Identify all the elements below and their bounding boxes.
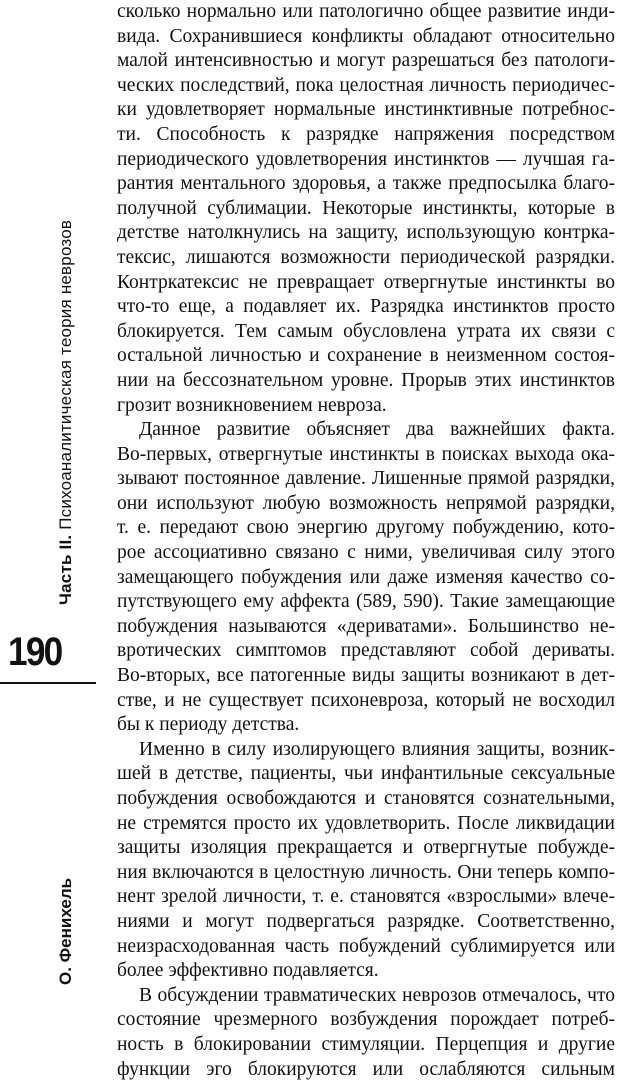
page-margin [0, 0, 110, 998]
page-number-rule [0, 682, 96, 684]
text-line: более эффективно подавляется. [117, 960, 379, 982]
text-line: детстве натолкнулись на защиту, использующую контрка- [117, 222, 615, 244]
text-line: Во-вторых, все патогенные виды защиты возникают в дет- [117, 665, 615, 687]
text-line: нии на бессознательном уровне. Прорыв этих инстинктов [117, 369, 615, 391]
page-number: 190 [8, 630, 62, 674]
text-line: ческих последствий, пока целостная личность периодичес- [117, 74, 615, 96]
text-line: побуждения называются «дериватами». Большинство не- [117, 615, 615, 637]
text-line: что-то еще, а подавляет их. Разрядка инстинктов просто [117, 296, 615, 318]
text-line: стве, и не существует психоневроза, который не восходил [117, 689, 615, 711]
author-name: О. Фенихель [56, 877, 75, 985]
text-line: периодического удовлетворения инстинктов — лучшая га- [117, 148, 615, 170]
text-line: функции эго блокируются или ослабляются сильным [117, 1058, 615, 1080]
text-line: малой интенсивностью и могут разрешаться без патологи- [117, 50, 615, 72]
text-line: ниями и могут подвергаться разрядке. Соответственно, [117, 910, 615, 932]
text-line: не стремятся просто их удовлетворить. После ликвидации [117, 812, 615, 834]
text-line: вида. Сохранившиеся конфликты обладают относительно [117, 25, 615, 47]
text-line: сколько нормально или патологично общее развитие инди- [117, 1, 615, 22]
text-line: они используют любую возможность непрямой разрядки, [117, 492, 615, 514]
text-line: побуждения освобождаются и становятся сознательными, [117, 788, 615, 809]
body-text [117, 0, 615, 1082]
text-line: ти. Способность к разрядке напряжения посредством [117, 123, 615, 145]
text-line: грозит возникновением невроза. [117, 394, 387, 416]
running-head-title: Психоаналитическая теория неврозов [56, 219, 75, 535]
text-line: получной сублимации. Некоторые инстинкты, которые в [117, 197, 615, 219]
text-line: ния включаются в целостную личность. Они теперь компо- [117, 861, 615, 883]
text-line: остальной личностью и сохранение в неизменном состоя- [117, 345, 615, 367]
text-line: тексис, лишаются возможности периодической разрядки. [117, 246, 615, 268]
text-line: Данное развитие объясняет два важнейших факта. [139, 419, 615, 441]
text-line: зывают постоянное давление. Лишенные прямой разрядки, [117, 468, 615, 490]
text-line: Именно в силу изолирующего влияния защиты, возник- [139, 738, 615, 760]
text-line: рантия ментального здоровья, а также предпосылка благо- [117, 173, 615, 195]
text-line: замещающего побуждения или даже изменяя качество со- [117, 566, 615, 588]
text-line: бы к периоду детства. [117, 714, 300, 736]
text-line: Контркатексис не превращает отвергнутые инстинкты во [117, 271, 615, 293]
text-line: В обсуждении травматических неврозов отмечалось, что [139, 984, 615, 1006]
text-line: неизрасходованная часть побуждений сублимируется или [117, 935, 615, 957]
text-line: шей в детстве, пациенты, чьи инфантильные сексуальные [117, 763, 615, 785]
text-line: ность в блокировании стимуляции. Перцепция и другие [117, 1033, 615, 1055]
text-line: защиты изоляция прекращается и отвергнутые побужде- [117, 837, 615, 859]
text-line: Во-первых, отвергнутые инстинкты в поисках выхода ока- [117, 443, 615, 465]
text-line: путствующего ему аффекта (589, 590). Такие замещающие [117, 591, 615, 613]
running-head [56, 220, 76, 605]
text-line: вротических симптомов представляют собой дериваты. [117, 640, 615, 662]
text-line: ки удовлетворяет нормальные инстинктивные потребнос- [117, 99, 615, 121]
text-line: нент зрелой личности, т. е. становятся «взрослыми» влече- [117, 886, 615, 908]
text-line: рое ассоциативно связано с ними, увеличивая силу этого [117, 542, 615, 564]
text-line: блокируется. Тем самым обусловлена утрата их связи с [117, 320, 615, 342]
text-line: состояние чрезмерного возбуждения порождает потреб- [117, 1009, 615, 1031]
text-line: т. е. передают свою энергию другому побуждению, кото- [117, 517, 615, 539]
running-head-part: Часть II. [56, 534, 75, 605]
